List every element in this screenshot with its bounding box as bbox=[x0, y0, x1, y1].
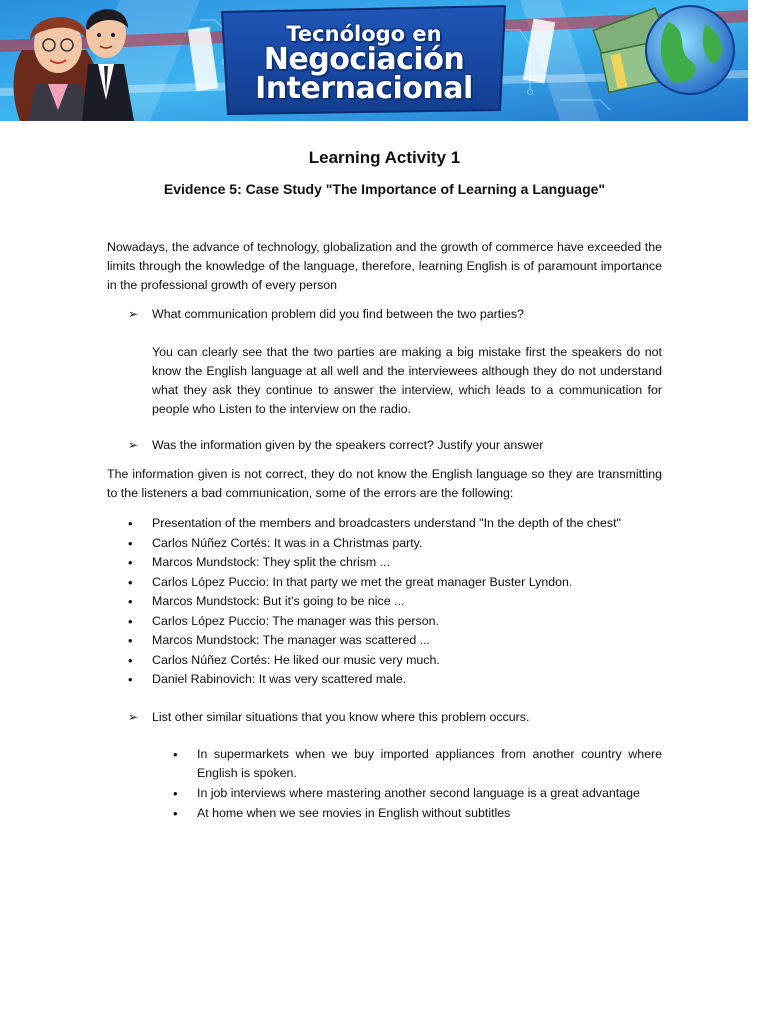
bullet-icon: • bbox=[173, 747, 178, 762]
list-item: • Carlos López Puccio: In that party we met the great manager Buster Lyndon. bbox=[152, 573, 662, 593]
question-2-text: Was the information given by the speakers correct? Justify your answer bbox=[152, 438, 544, 452]
document-subtitle: Evidence 5: Case Study "The Importance of Learning a Language" bbox=[163, 181, 606, 197]
banner-title bbox=[230, 22, 498, 104]
answer-2-paragraph: The information given is not correct, they do not know the English language so they are transmitting to the listeners a bad communication, some of the errors are the following: bbox=[107, 467, 662, 500]
question-3 bbox=[128, 708, 662, 727]
list-item: • At home when we see movies in English without subtitles bbox=[197, 804, 662, 824]
banner-title-line3: Internacional bbox=[255, 71, 473, 106]
list-item: • Marcos Mundstock: But it's going to be nice ... bbox=[152, 592, 662, 612]
list-item: • Marcos Mundstock: The manager was scattered ... bbox=[152, 631, 662, 651]
list-item: • Carlos López Puccio: The manager was this person. bbox=[152, 612, 662, 632]
answer-1-paragraph: You can clearly see that the two parties are making a big mistake first the speakers do not know the English language at all well and the interviewees although they do not understand what they ask they continue to answer the interview, which leads to a communication for people who Listen to the interview on the radio. bbox=[152, 345, 662, 416]
bullet-icon: • bbox=[173, 786, 178, 801]
header-banner bbox=[0, 0, 748, 121]
list-item: • Daniel Rabinovich: It was very scattered male. bbox=[152, 670, 662, 690]
list-item: • In supermarkets when we buy imported appliances from another country where English is spoken. bbox=[173, 747, 662, 780]
document-title: Learning Activity 1 bbox=[308, 148, 461, 167]
bullet-icon: • bbox=[173, 805, 178, 821]
list-item: • Carlos Núñez Cortés: It was in a Christmas party. bbox=[152, 534, 662, 554]
bullet-icon: • bbox=[128, 574, 133, 590]
banner-title-line1: Tecnólogo en bbox=[286, 22, 442, 46]
question-1-text: What communication problem did you find between the two parties? bbox=[152, 307, 524, 321]
arrow-bullet-icon: ➢ bbox=[128, 438, 139, 452]
bullet-icon: • bbox=[128, 613, 133, 629]
list-item: • In job interviews where mastering another second language is a great advantage bbox=[197, 784, 662, 804]
list-item: • Carlos Núñez Cortés: He liked our music very much. bbox=[152, 651, 662, 671]
banner-title-line2: Negociación bbox=[263, 42, 465, 77]
arrow-bullet-icon: ➢ bbox=[128, 710, 139, 724]
intro-paragraph: Nowadays, the advance of technology, globalization and the growth of commerce have exceeded the limits through the knowledge of the language, therefore, learning English is of paramount importance in the professional growth of every person bbox=[107, 240, 662, 292]
bullet-icon: • bbox=[128, 516, 133, 531]
bullet-icon: • bbox=[128, 672, 133, 687]
list-item: • Marcos Mundstock: They split the chrism ... bbox=[152, 553, 662, 573]
question-3-text: List other similar situations that you know where this problem occurs. bbox=[152, 710, 530, 724]
bullet-icon: • bbox=[128, 633, 133, 648]
list-item: • Presentation of the members and broadcasters understand "In the depth of the chest" bbox=[152, 514, 662, 534]
bullet-icon: • bbox=[128, 555, 133, 570]
question-2 bbox=[128, 436, 662, 455]
bullet-icon: • bbox=[128, 594, 133, 609]
question-1 bbox=[128, 305, 662, 324]
arrow-bullet-icon: ➢ bbox=[128, 307, 139, 321]
bullet-icon: • bbox=[128, 535, 133, 551]
bullet-icon: • bbox=[128, 652, 133, 668]
